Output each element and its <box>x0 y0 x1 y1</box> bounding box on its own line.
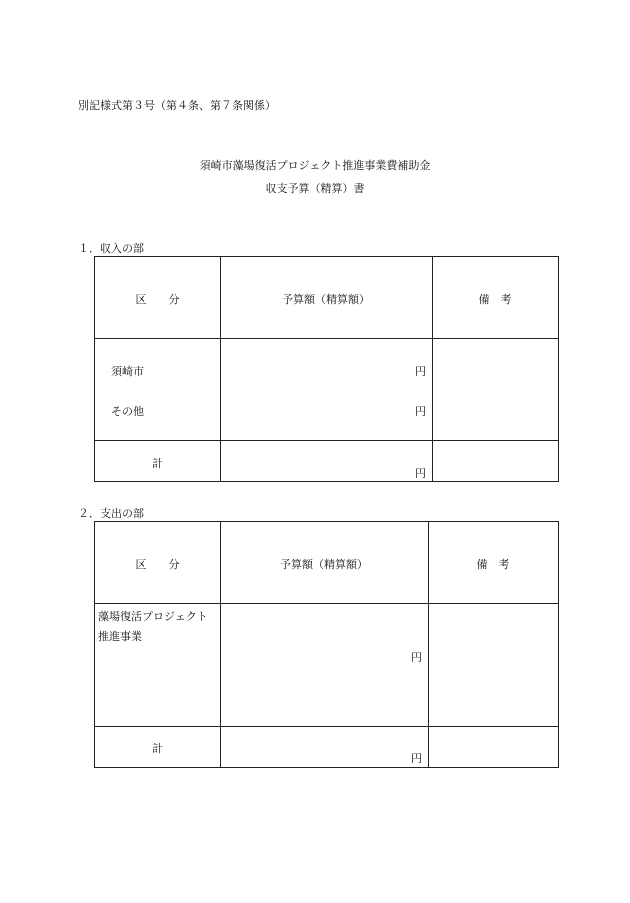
expense-row-unit: 円 <box>411 651 422 664</box>
header-amount: 予算額（精算額） <box>280 558 368 571</box>
header-remarks: 備 考 <box>476 558 510 571</box>
income-row-unit: 円 <box>415 405 426 418</box>
document-title: 須崎市藻場復活プロジェクト推進事業費補助金 <box>199 159 431 172</box>
expense-table <box>94 521 559 768</box>
expense-row-label-line2: 推進事業 <box>98 630 142 643</box>
row-divider <box>95 603 558 604</box>
header-category: 区 分 <box>135 558 180 571</box>
row-divider <box>95 338 558 339</box>
income-section-title: １．収入の部 <box>78 242 144 255</box>
income-total-label: 計 <box>152 457 163 470</box>
income-table <box>94 256 559 482</box>
header-category: 区 分 <box>135 293 180 306</box>
income-total-unit: 円 <box>415 467 426 480</box>
income-row-label-susaki: 須崎市 <box>111 365 144 378</box>
row-divider <box>95 726 558 727</box>
row-divider <box>95 440 558 441</box>
income-row-label-other: その他 <box>111 405 144 418</box>
header-amount: 予算額（精算額） <box>282 293 370 306</box>
header-remarks: 備 考 <box>478 293 512 306</box>
expense-section-title: ２．支出の部 <box>78 507 144 520</box>
expense-row-label-line1: 藻場復活プロジェクト <box>98 610 208 623</box>
expense-total-label: 計 <box>152 742 163 755</box>
expense-total-unit: 円 <box>411 752 422 765</box>
document-subtitle: 収支予算（精算）書 <box>265 182 365 195</box>
form-number: 別記様式第３号（第４条、第７条関係） <box>78 99 276 112</box>
income-row-unit: 円 <box>415 365 426 378</box>
